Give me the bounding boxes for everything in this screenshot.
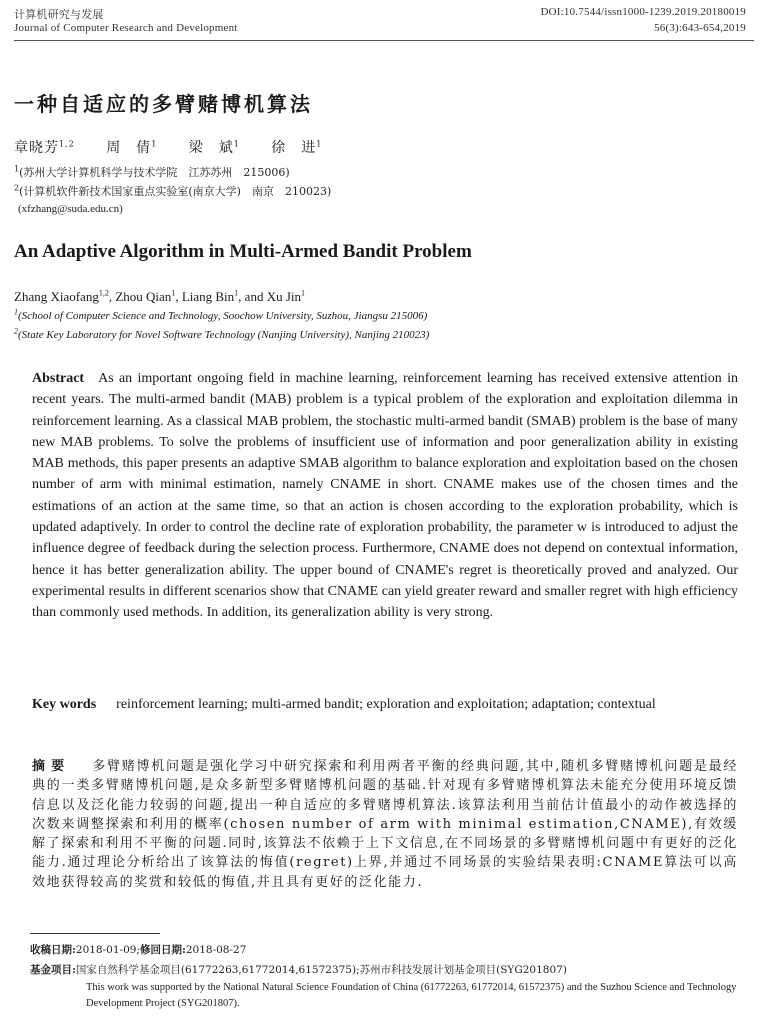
abstract-text: As an important ongoing field in machine learning, reinforcement learning has received extensive attention in recent years. The multi-armed bandit (MAB) problem is a typical problem of the exploration and exploitation dilemma in reinforcement learning. As a classical MAB problem, the stochastic multi-armed bandit (SMAB) problem is the base of many new MAB problems. To solve the problems of insufficient use of information and poor generalization ability in existing MAB methods, this paper presents an adaptive SMAB algorithm to balance exploration and exploitation based on the chosen number of arm with minimal estimation, namely CNAME in short. CNAME makes use of the chosen times and the estimations of an action at the same time, so that an action is chosen according to the exploration probability, which is updated adaptively. In order to control the decline rate of exploration probability, the parameter w is introduced to adjust the influence degree of feedback during the selection process. Furthermore, CNAME does not depend on contextual information, hence it has better generalization ability. The upper bound of CNAME's regret is theoretically proved and analyzed. Our experimental results in different scenarios show that CNAME can yield greater reward and smaller regret with high efficiency than commonly used methods. In addition, its generalization ability is very strong. (32, 371, 738, 621)
affiliation-cn: $^1$(苏州大学计算机科学与技术学院 江苏苏州 215006) (14, 164, 290, 179)
abstract-en (32, 368, 738, 624)
author-cn: 梁 斌$^1$ (188, 139, 240, 156)
author-en: Xu Jin$^1$ (266, 288, 306, 304)
issue-pages: 56(3):643-654,2019 (654, 22, 746, 34)
author-en: Zhou Qian$^1$, (115, 288, 182, 304)
affiliation-en: $^2$(State Key Laboratory for Novel Software Technology (Nanjing University), Nanjing 210023) (14, 326, 430, 341)
author-en: Zhang Xiaofang$^{1,2}$, (14, 288, 116, 304)
fund-cn: 基金项目:国家自然科学基金项目(61772263,61772014,61572375);苏州市科技发展计划基金项目(SYG201807) (30, 964, 567, 976)
affiliation-cn: $^2$(计算机软件新技术国家重点实验室(南京大学) 南京 210023) (14, 183, 332, 198)
abstract-label: Abstract (32, 371, 85, 386)
title-en: An Adaptive Algorithm in Multi-Armed Bandit Problem (14, 241, 472, 262)
author-cn: 周 倩$^1$ (106, 139, 158, 156)
title-cn: 一种自适应的多臂赌博机算法 (14, 92, 313, 116)
keywords-text: reinforcement learning; multi-armed bandit; exploration and exploitation; adaptation; contextual (116, 697, 656, 712)
fund-en: This work was supported by the National Natural Science Foundation of China (61772263, 61772014, 61572375) and the Suzhou Science and Technology Development Project (SYG201807). (86, 982, 737, 1009)
authors-cn (14, 137, 348, 157)
author-cn: 徐 进$^1$ (271, 139, 323, 156)
footnote-rule (30, 933, 160, 934)
email[interactable]: (xfzhang@suda.edu.cn) (18, 203, 123, 215)
abstract-cn-text: 多臂赌博机问题是强化学习中研究探索和利用两者平衡的经典问题,其中,随机多臂赌博机问题是最经典的一类多臂赌博机问题,是众多新型多臂赌博机问题的基础.针对现有多臂赌博机算法未能充分使用环境反馈信息以及泛化能力较弱的问题,提出一种自适应的多臂赌博机算法.该算法利用当前估计值最小的动作被选择的次数来调整探索和利用的概率(chosen number of arm with minimal estimation,CNAME),有效缓解了探索和利用不平衡的问题.同时,该算法不依赖于上下文信息,在不同场景的多臂赌博机问题中有更好的泛化能力.通过理论分析给出了该算法的悔值(regret)上界,并通过不同场景的实验结果表明:CNAME算法可以高效地获得较高的奖赏和较低的悔值,并且具有更好的泛化能力. (32, 759, 738, 890)
author-cn: 章晓芳$^{1,2}$ (14, 139, 75, 156)
authors-en (14, 289, 305, 305)
journal-name-cn: 计算机研究与发展 (14, 8, 104, 21)
affiliation-en: $^1$(School of Computer Science and Technology, Soochow University, Suzhou, Jiangsu 215006) (14, 307, 428, 322)
header-rule (14, 40, 754, 41)
author-en: Liang Bin$^1$, and (181, 288, 267, 304)
journal-name-en: Journal of Computer Research and Development (14, 22, 238, 34)
abstract-cn-label: 摘要 (32, 759, 71, 774)
keywords (32, 694, 738, 715)
abstract-cn (32, 757, 738, 892)
keywords-label: Key words (32, 697, 97, 712)
received-dates: 收稿日期:2018-01-09;修回日期:2018-08-27 (30, 944, 247, 956)
doi: DOI:10.7544/issn1000-1239.2019.20180019 (540, 6, 746, 18)
